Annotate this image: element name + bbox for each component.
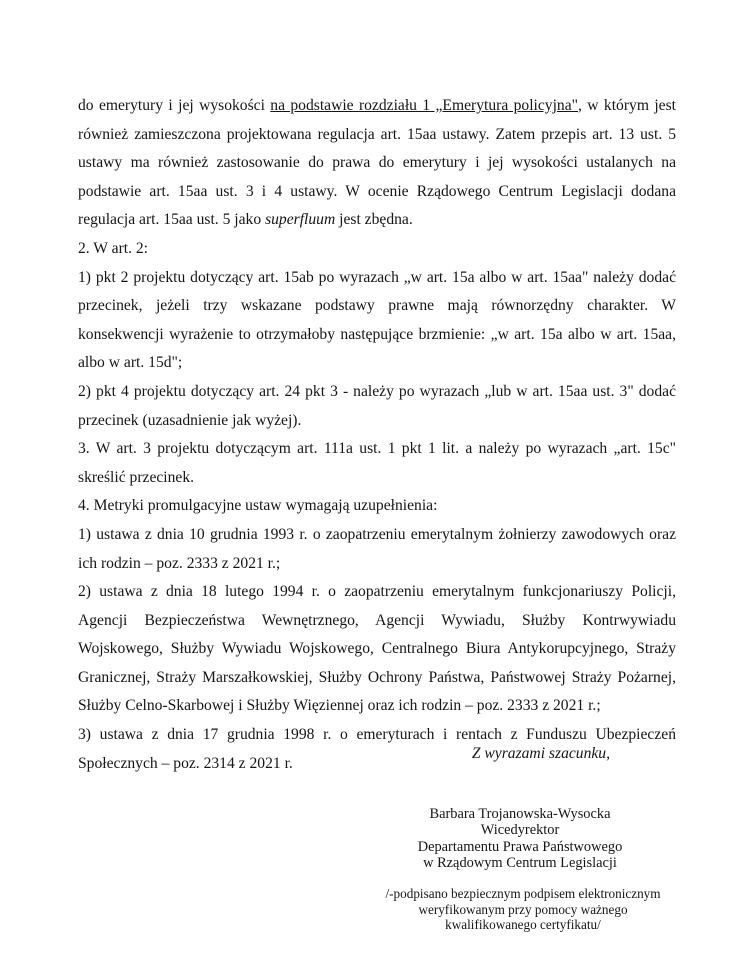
paragraph-art-3: 3. W art. 3 projektu dotyczącym art. 111a ust. 1 pkt 1 lit. a należy po wyrazach „art. 15c" skreślić przecinek. (78, 440, 676, 486)
letter-body (78, 92, 676, 778)
e-signature-line: /-podpisano bezpiecznym podpisem elektronicznym (385, 886, 661, 901)
section-heading-metryki: 4. Metryki promulgacyjne ustaw wymagają uzupełnienia: (78, 497, 438, 515)
signatory-department: Departamentu Prawa Państwowego (417, 838, 623, 855)
signature-block (395, 806, 645, 871)
paragraph-point-1: 1) pkt 2 projektu dotyczący art. 15ab po wyrazach „w art. 15a albo w art. 15aa" należy dodać przecinek, jeżeli trzy wskazane podstawy prawne mają równorzędny charakter. W konsekwencji wyrażenie to otrzymałoby następujące brzmienie: „w art. 15a albo w art. 15aa, albo w art. 15d"; (78, 268, 676, 372)
paragraph-point-2: 2) pkt 4 projektu dotyczący art. 24 pkt 3 - należy po wyrazach „lub w art. 15aa ust. 3" dodać przecinek (uzasadnienie jak wyżej). (78, 382, 676, 429)
e-signature-line: weryfikowanym przy pomocy ważnego (418, 901, 628, 917)
list-item-ustawa-1998: 3) ustawa z dnia 17 grudnia 1998 r. o emeryturach i rentach z Funduszu Ubezpieczeń Społecznych – poz. 2314 z 2021 r. (78, 726, 676, 772)
closing-salutation: Z wyrazami szacunku, (471, 745, 610, 762)
paragraph-text: do emerytury i jej wysokości (78, 97, 271, 114)
e-signature-line: kwalifikowanego certyfikatu/ (445, 917, 601, 933)
paragraph-superfluum (78, 92, 676, 235)
paragraph-text: , w którym jest również zamieszczona projektowana regulacja art. 15aa ustawy. Zatem przepis art. 13 ust. 5 ustawy ma również zastosowanie do prawa do emerytury i jej wysokości ustalanych na podstawie art. 15aa ust. 3 i 4 ustawy. W ocenie Rządowego Centrum Legislacji dodana regulacja art. 15aa ust. 5 jako (78, 97, 676, 229)
list-item-ustawa-1993: 1) ustawa z dnia 10 grudnia 1993 r. o zaopatrzeniu emerytalnym żołnierzy zawodowych oraz ich rodzin – poz. 2333 z 2021 r.; (78, 525, 676, 572)
underlined-reference: na podstawie rozdziału 1 „Emerytura policyjna" (270, 97, 579, 114)
signatory-title: Wicedyrektor (480, 822, 560, 839)
section-heading-art-2: 2. W art. 2: (78, 239, 149, 257)
signatory-name: Barbara Trojanowska-Wysocka (429, 806, 611, 822)
signatory-institution: w Rządowym Centrum Legislacji (423, 854, 617, 871)
electronic-signature-note (370, 886, 676, 933)
list-item-ustawa-1994: 2) ustawa z dnia 18 lutego 1994 r. o zaopatrzeniu emerytalnym funkcjonariuszy Policji, Agencji Bezpieczeństwa Wewnętrznego, Agencji Wywiadu, Służby Kontrwywiadu Wojskowego, Służby Wywiadu Wojskowego, Centralnego Biura Antykorupcyjnego, Straży Granicznej, Straży Marszałkowskiej, Służby Ochrony Państwa, Państwowej Straży Pożarnej, Służby Celno-Skarbowej i Służby Więziennej oraz ich rodzin – poz. 2333 z 2021 r.; (78, 583, 676, 715)
paragraph-text: jest zbędna. (335, 211, 413, 229)
italic-term: superfluum (265, 211, 336, 229)
